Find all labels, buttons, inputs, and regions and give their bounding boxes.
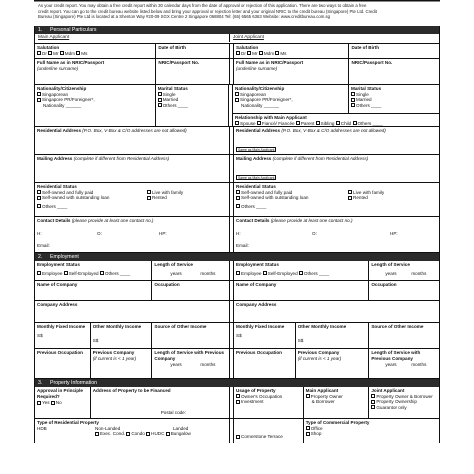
dob-label: Date of Birth (158, 45, 186, 50)
section-header-personal (35, 26, 439, 34)
relationship-label: Relationship with Main Applicant (235, 115, 307, 120)
main-residential-address-cell[interactable] (35, 127, 230, 154)
main-applicant-role-label: Main Applicant (305, 388, 339, 393)
fiance-checkbox[interactable] (257, 121, 261, 125)
opt-label: Investment (241, 399, 264, 404)
contact-label: Contact Details (236, 218, 270, 223)
usage-label: Usage of Property (236, 388, 276, 393)
nric-label: NRIC/Passport No. (351, 60, 393, 65)
top-border (34, 0, 440, 2)
salutation-row (35, 43, 439, 59)
joint-contact-cell[interactable] (234, 217, 439, 252)
residential-address-label: Residential Address (37, 128, 81, 133)
residential-type-label: Type of Residential Property (37, 420, 99, 425)
main-fixed-income-cell[interactable] (35, 323, 91, 348)
company-name-label: Name of Company (37, 282, 78, 287)
opt-label: Others ____ (356, 102, 382, 108)
residential-status-label: Residential Status (236, 184, 276, 189)
years-label: years (385, 362, 397, 367)
home-phone-label: H: (37, 230, 42, 236)
main-other-income-cell[interactable] (91, 323, 153, 348)
main-nationality-cell (35, 85, 156, 126)
residential-note: (P.O. Box, V-Box & C/O addresses are not allowed) (281, 128, 386, 133)
opt-label: Property Owner (310, 393, 343, 399)
section-title: Property Information (50, 380, 97, 386)
previous-company-label: Previous Company (92, 350, 135, 355)
mobile-phone-label: HP: (390, 230, 398, 236)
applicant-headings (35, 34, 439, 43)
opt-label: Others ____ (162, 102, 189, 108)
others-checkbox[interactable] (353, 121, 357, 125)
property-type-row (35, 419, 439, 443)
occupation-label: Occupation (371, 282, 397, 287)
outstanding-loan-checkbox[interactable] (37, 196, 41, 200)
opt-label: & Borrower (311, 399, 335, 404)
contact-note: (please provide at least one contact no.) (71, 218, 154, 223)
joint-full-name-cell[interactable] (234, 59, 349, 84)
commercial-type-label: Type of Commercial Property (305, 420, 370, 425)
opt-label: Self-Employed (68, 270, 99, 276)
joint-previous-length-cell[interactable] (369, 349, 439, 378)
length-of-service-label: Length of Service (154, 262, 193, 267)
full-name-label: Full Name as in NRIC/Passport (236, 60, 304, 65)
joint-applicant-label: Joint Applicant (233, 35, 264, 40)
opt-label: Guarantor only (376, 404, 407, 410)
live-with-family-checkbox[interactable] (147, 190, 151, 194)
condo-checkbox[interactable] (126, 432, 130, 436)
income-source-label: Source of Other Income (154, 324, 207, 329)
parent-checkbox[interactable] (296, 121, 300, 125)
property-address-label: Address of Property to be Financed (92, 388, 171, 393)
company-name-row (35, 281, 439, 301)
joint-nric-cell[interactable] (349, 59, 439, 84)
opt-label: Singapore PR/Foreigner*, (42, 97, 95, 102)
previous-company-note: (if current is < 1 year) (297, 355, 342, 361)
mobile-phone-label: HP: (159, 230, 167, 236)
mdm-checkbox[interactable] (60, 51, 64, 55)
opt-label: Rented (353, 195, 368, 200)
opt-label: Single (356, 91, 369, 97)
property-approval-row (35, 387, 439, 419)
opt-label: Property Ownership (376, 399, 417, 404)
main-residential-status-cell (35, 183, 230, 216)
full-name-row (35, 59, 439, 85)
joint-income-source-cell[interactable] (369, 323, 439, 348)
years-label: years (170, 270, 182, 276)
opt-label: Condo (131, 431, 145, 436)
previous-length-label: Length of Service with Previous Company (154, 350, 225, 361)
main-employment-status-cell (35, 261, 152, 280)
cornerstone-cell (234, 419, 304, 443)
bungalow-checkbox[interactable] (166, 432, 170, 436)
main-dob-cell[interactable] (156, 44, 230, 58)
ms-checkbox[interactable] (275, 51, 279, 55)
main-applicant-heading (35, 34, 230, 42)
joint-marital-cell (349, 85, 439, 113)
self-employed-checkbox[interactable] (263, 271, 267, 275)
opt-label: Self-owned and fully paid (241, 189, 293, 195)
salutation-label: Salutation (236, 45, 259, 50)
main-company-name-cell[interactable] (35, 281, 152, 300)
occupation-label: Occupation (154, 282, 180, 287)
joint-previous-company-cell[interactable] (296, 349, 370, 378)
main-previous-length-cell[interactable] (152, 349, 230, 378)
usage-of-property-cell (234, 387, 304, 418)
opt-label: Mdm (64, 50, 75, 56)
opt-label: Cornerstone Terrace (241, 434, 283, 439)
joint-mailing-address-cell[interactable] (234, 155, 439, 182)
mailing-note: (complete if different from Residential Address) (73, 156, 170, 161)
opt-label: Ms (81, 50, 88, 56)
credit-report-notice (38, 3, 438, 20)
opt-label: Live with family (353, 189, 385, 195)
joint-company-address-cell[interactable] (234, 301, 439, 322)
mailing-address-row (35, 155, 439, 183)
salutation-options (236, 51, 286, 56)
opt-label: Child (340, 120, 352, 126)
opt-label: Married (356, 97, 372, 102)
office-phone-label: O: (97, 230, 102, 236)
opt-label: Others ____ (241, 203, 267, 209)
previous-length-label: Length of Service with Previous Company (371, 350, 421, 361)
employee-checkbox[interactable] (37, 271, 41, 275)
nationality-other: Nationality ______ (241, 102, 280, 108)
pr-foreigner-checkbox[interactable] (37, 98, 41, 102)
nationality-label: Nationality/Citizenship (37, 86, 87, 91)
joint-nationality-cell (233, 85, 349, 113)
main-salutation-cell (35, 44, 156, 58)
months-label: months (411, 270, 427, 276)
opt-label: Owner's Occupation (241, 393, 283, 399)
others-checkbox[interactable] (100, 271, 104, 275)
rented-checkbox[interactable] (147, 196, 151, 200)
other-income-label: Other Monthly Income (297, 324, 347, 329)
main-applicant-role-cell (304, 387, 370, 418)
marital-label: Marital Status (157, 86, 188, 91)
opt-label: Others ____ (42, 203, 68, 209)
opt-label: Bungalow (170, 431, 191, 436)
main-income-source-cell[interactable] (152, 323, 230, 348)
fully-paid-checkbox[interactable] (236, 190, 240, 194)
mr-checkbox[interactable] (247, 51, 251, 55)
section-number: 1. (38, 27, 43, 33)
exec-condo-checkbox[interactable] (95, 432, 99, 436)
property-owner-checkbox[interactable] (306, 394, 310, 398)
opt-label: Sibling (320, 120, 335, 126)
joint-fixed-income-cell[interactable] (234, 323, 296, 348)
mailing-address-label: Mailing Address (236, 156, 272, 161)
ms-checkbox[interactable] (76, 51, 80, 55)
dob-label: Date of Birth (351, 45, 380, 50)
aip-label: Approval in Principle Required? (37, 388, 83, 399)
fixed-income-label: Monthly Fixed Income (37, 324, 86, 329)
years-label: years (170, 362, 182, 367)
owner-borrower-checkbox[interactable] (371, 394, 375, 398)
joint-nationality-block (233, 85, 439, 126)
main-nric-cell[interactable] (156, 59, 230, 84)
previous-company-note: (if current is < 1 year) (92, 355, 137, 361)
others-checkbox[interactable] (37, 204, 41, 208)
others-checkbox[interactable] (236, 204, 240, 208)
nationality-other: Nationality ______ (43, 102, 82, 108)
opt-label: Others ____ (104, 270, 131, 276)
dr-checkbox[interactable] (236, 51, 240, 55)
office-phone-label: O: (312, 230, 317, 236)
owner-occupation-checkbox[interactable] (236, 394, 240, 398)
main-company-address-cell[interactable] (35, 301, 230, 322)
sibling-checkbox[interactable] (316, 121, 320, 125)
singaporean-checkbox[interactable] (37, 92, 41, 96)
joint-dob-cell[interactable] (349, 44, 439, 58)
company-address-label: Company Address (37, 302, 78, 307)
months-label: months (200, 270, 216, 276)
opt-label: Office (310, 425, 323, 431)
office-checkbox[interactable] (306, 426, 310, 430)
residential-address-row (35, 127, 439, 155)
employment-status-options (236, 271, 366, 277)
main-length-of-service-cell[interactable] (152, 261, 230, 280)
section-title: Personal Particulars (50, 27, 97, 33)
opt-label: Self-Employed (267, 270, 298, 276)
opt-label: Others ____ (303, 270, 330, 276)
previous-company-label: Previous Company (297, 350, 340, 355)
company-address-label: Company Address (236, 302, 277, 307)
opt-label: Fiancé/ Fiancée (261, 120, 295, 126)
hdb-label: HDB (37, 425, 47, 431)
mailing-address-label: Mailing Address (37, 156, 73, 161)
months-label: months (200, 362, 216, 367)
nationality-row (35, 85, 439, 127)
same-as-main-checkbox[interactable] (236, 175, 276, 180)
self-employed-checkbox[interactable] (64, 271, 68, 275)
length-of-service-label: Length of Service (371, 262, 410, 267)
salutation-options (37, 51, 87, 56)
full-name-label: Full Name as in NRIC/Passport (37, 60, 105, 65)
nationality-label: Nationality/Citizenship (235, 86, 285, 91)
opt-label: Dr (42, 50, 47, 56)
pr-foreigner-checkbox[interactable] (235, 98, 239, 102)
opt-label: Self-owned and fully paid (42, 189, 94, 195)
same-as-main-checkbox[interactable] (236, 147, 276, 152)
relationship-options (235, 121, 383, 126)
section-number: 2. (38, 254, 43, 260)
joint-applicant-heading (230, 34, 439, 42)
joint-residential-address-cell[interactable] (234, 127, 439, 154)
underline-note: (underline surname) (37, 65, 79, 71)
joint-applicant-role-label: Joint Applicant (371, 388, 405, 393)
opt-label: Dr (241, 50, 246, 56)
fixed-income-label: Monthly Fixed Income (236, 324, 285, 329)
main-occupation-cell[interactable] (152, 281, 230, 300)
joint-employment-status-cell (234, 261, 369, 280)
main-previous-occupation-cell[interactable] (35, 349, 91, 378)
opt-label: Parent (300, 120, 315, 126)
nric-label: NRIC/Passport No. (158, 60, 200, 65)
non-landed-label: Non-Landed (95, 425, 121, 431)
notice-line-2: credit report. You can go to the credit bureau website listed below and bring your approval or rejection letter and your original NRIC to the credit bureau (Singapore) Pte Ltd. Credit (38, 8, 377, 14)
investment-checkbox[interactable] (236, 400, 240, 404)
mdm-checkbox[interactable] (259, 51, 263, 55)
residential-type-cell (35, 419, 230, 443)
yes-checkbox[interactable] (37, 401, 41, 405)
rented-checkbox[interactable] (348, 196, 352, 200)
joint-previous-occupation-cell[interactable] (234, 349, 296, 378)
mailing-note: (complete if different from Residential Address) (272, 156, 369, 161)
opt-label: Employee (42, 270, 63, 276)
outstanding-loan-checkbox[interactable] (236, 196, 240, 200)
spouse-checkbox[interactable] (235, 121, 239, 125)
main-contact-cell[interactable] (35, 217, 230, 252)
opt-label: Singapore PR/Foreigner*, (240, 97, 293, 102)
section-header-property (35, 379, 439, 387)
joint-applicant-role-cell (369, 387, 439, 418)
others-checkbox[interactable] (351, 103, 355, 107)
residential-address-label: Residential Address (236, 128, 281, 133)
singaporean-checkbox[interactable] (235, 92, 239, 96)
main-full-name-cell[interactable] (35, 59, 156, 84)
salutation-label: Salutation (37, 45, 60, 50)
opt-label: Live with family (152, 189, 184, 195)
landed-label: Landed (173, 425, 189, 431)
opt-label: No (55, 400, 62, 405)
property-address-cell[interactable] (91, 387, 230, 418)
fully-paid-checkbox[interactable] (37, 190, 41, 194)
employee-checkbox[interactable] (236, 271, 240, 275)
married-checkbox[interactable] (351, 98, 355, 102)
opt-label: Exec. Cond. (100, 431, 126, 436)
live-with-family-checkbox[interactable] (348, 190, 352, 194)
opt-label: Mr (252, 50, 258, 56)
others-checkbox[interactable] (299, 271, 303, 275)
joint-occupation-cell[interactable] (369, 281, 439, 300)
main-mailing-address-cell[interactable] (35, 155, 230, 182)
single-checkbox[interactable] (158, 92, 162, 96)
main-previous-company-cell[interactable] (91, 349, 153, 378)
postal-code-label: Postal code: (160, 410, 187, 415)
opt-label: Married (162, 97, 179, 102)
contact-details-row (35, 217, 439, 253)
no-checkbox[interactable] (51, 401, 55, 405)
opt-label: Rented (152, 195, 167, 200)
opt-label: HUDC (151, 431, 165, 436)
opt-label: Spouse (240, 120, 256, 126)
opt-label: Singaporean (42, 91, 69, 97)
email-label: Email: (37, 243, 50, 248)
residential-note: (P.O. Box, V-Box & C/O addresses are not allowed) (82, 128, 187, 133)
notice-line-1: As your credit report. You may obtain a free credit report within 30 calendar days from the date of approval or rejection of this application. There are two ways to obtain a free (38, 3, 367, 8)
previous-occupation-label: Previous Occupation (37, 350, 83, 355)
opt-label: Shop (310, 431, 322, 436)
child-checkbox[interactable] (336, 121, 340, 125)
aip-cell (35, 387, 91, 418)
cornerstone-terrace-checkbox[interactable] (236, 435, 240, 439)
joint-salutation-cell (234, 44, 349, 58)
dr-checkbox[interactable] (37, 51, 41, 55)
section-title: Employment (50, 254, 79, 260)
hudc-checkbox[interactable] (146, 432, 150, 436)
opt-label: Property Owner & Borrower (376, 393, 433, 399)
company-name-label: Name of Company (236, 282, 277, 287)
opt-label: Single (162, 91, 176, 97)
opt-label: Employee (241, 270, 262, 276)
income-row (35, 323, 439, 349)
marital-label: Marital Status (351, 86, 382, 91)
same-as-main-label: Same as Main Applicant (238, 176, 275, 180)
main-marital-cell (156, 85, 229, 126)
joint-residential-status-cell (234, 183, 439, 216)
email-label: Email: (236, 243, 249, 248)
previous-occupation-label: Previous Occupation (236, 350, 282, 355)
employment-status-options (37, 271, 149, 277)
home-phone-label: H: (236, 230, 241, 236)
currency-label: S$ (92, 337, 99, 343)
opt-label: Others ____ (357, 120, 383, 126)
opt-label: Singaporean (240, 91, 267, 97)
employment-status-label: Employment Status (37, 262, 80, 267)
months-label: months (411, 362, 427, 367)
opt-label: Self-owned with outstanding loan (42, 195, 110, 200)
joint-length-of-service-cell[interactable] (369, 261, 439, 280)
opt-label: Mdm (263, 50, 275, 56)
company-address-row (35, 301, 439, 323)
single-checkbox[interactable] (351, 92, 355, 96)
same-as-main-label: Same as Main Applicant (238, 148, 275, 152)
currency-label: S$ (297, 337, 304, 343)
ownership-checkbox[interactable] (371, 400, 375, 404)
employment-status-label: Employment Status (236, 262, 279, 267)
guarantor-checkbox[interactable] (371, 405, 375, 409)
commercial-type-cell (304, 419, 439, 443)
other-income-label: Other Monthly Income (92, 324, 142, 329)
shop-checkbox[interactable] (306, 432, 310, 436)
contact-note: (please provide at least one contact no.) (270, 218, 353, 223)
main-applicant-label: Main Applicant (38, 35, 70, 40)
opt-label: Ms (280, 50, 287, 56)
contact-label: Contact Details (37, 218, 71, 223)
opt-label: Self-owned with outstanding loan (241, 195, 309, 200)
married-checkbox[interactable] (158, 98, 162, 102)
section-number: 3. (38, 380, 43, 386)
section-header-employment (35, 253, 439, 261)
currency-label: S$ (236, 332, 242, 338)
joint-company-name-cell[interactable] (234, 281, 369, 300)
income-source-label: Source of Other Income (371, 324, 424, 329)
previous-employment-row (35, 349, 439, 379)
years-label: years (385, 270, 397, 276)
opt-label: Mr (53, 50, 59, 56)
notice-line-3: Bureau (Singapore) Pte Ltd is located at a Shenton Way #20-09 SGX Centre 2 Singapore 068804 Tel: (65) 6565 6363 Website: www.creditbureau.com.sg (38, 14, 331, 19)
employment-status-row (35, 261, 439, 281)
relationship-cell (233, 114, 439, 126)
residential-status-label: Residential Status (37, 184, 77, 189)
joint-other-income-cell[interactable] (296, 323, 370, 348)
application-form (34, 26, 440, 443)
others-checkbox[interactable] (158, 103, 162, 107)
currency-label: S$ (37, 332, 43, 338)
mr-checkbox[interactable] (48, 51, 52, 55)
residential-status-row (35, 183, 439, 217)
opt-label: Yes (42, 400, 50, 405)
underline-note: (underline surname) (236, 65, 278, 71)
